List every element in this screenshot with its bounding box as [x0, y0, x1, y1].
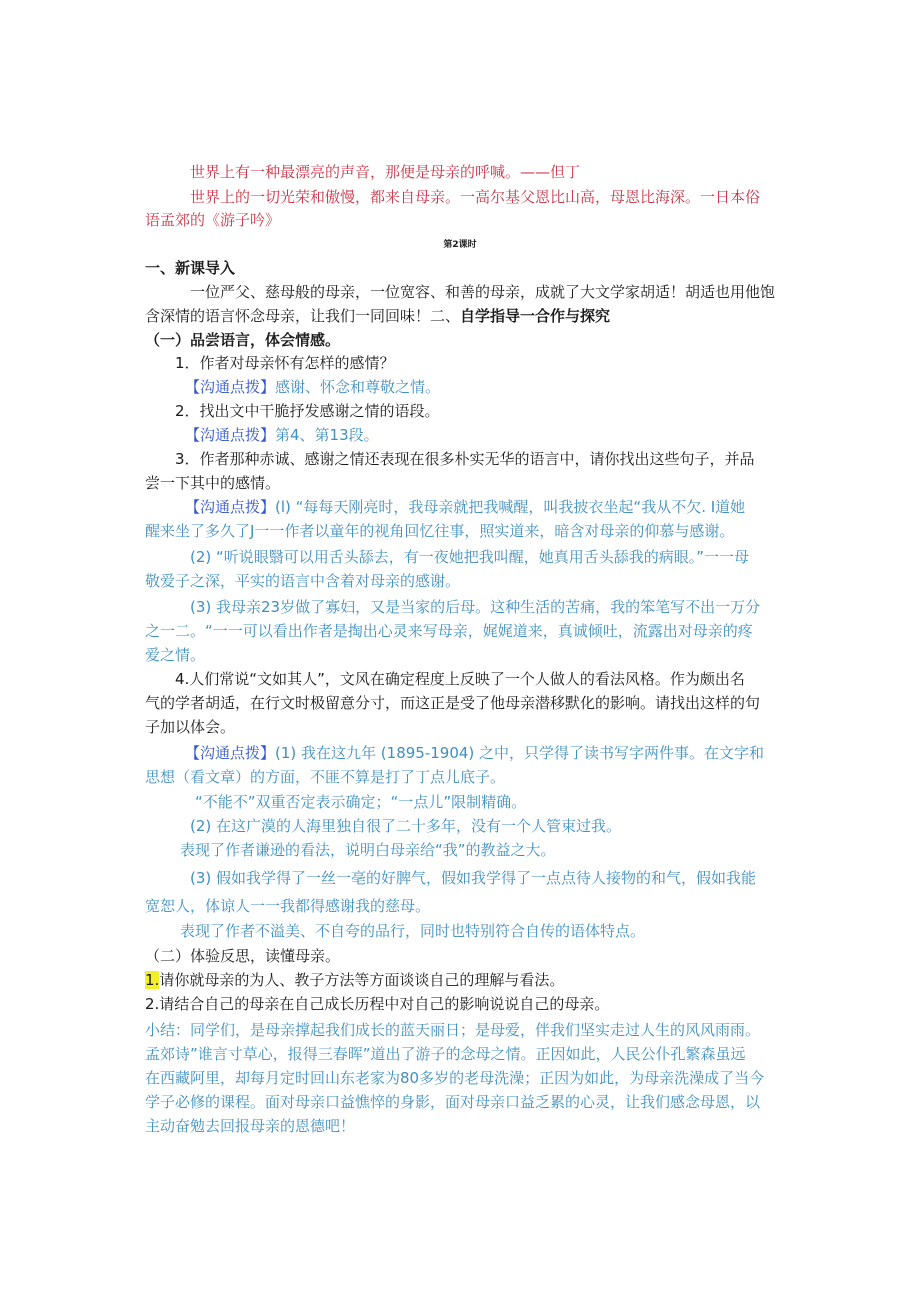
answer-1 — [185, 376, 440, 398]
answer-4-item-2b: 表现了作者谦逊的看法，说明白母亲给“我”的教益之大。 — [180, 841, 556, 859]
part2-title: （二）体验反思，读懂母亲。 — [145, 947, 341, 965]
intro-paragraph-line-1: 一位严父、慈母般的母亲，一位宽容、和善的母亲，成就了大文学家胡适！胡适也用他饱 — [190, 283, 776, 301]
answer-3-item-1b: 醒来坐了多久了J一一作者以童年的视角回忆往事，照实道来，暗含对母亲的仰慕与感谢。 — [145, 522, 735, 540]
answer-4-item-3b: 宽恕人，体谅人一一我都得感谢我的慈母。 — [145, 897, 431, 915]
answer-3-line-1 — [185, 496, 745, 518]
answer-4-item-1c: “不能不”双重否定表示确定；“一点儿”限制精确。 — [195, 793, 527, 811]
hint-tag: 【沟通点拨】 — [185, 426, 276, 444]
answer-2 — [185, 424, 379, 446]
answer-4-item-2a: (2) 在这广漠的人海里独自很了二十多年，没有一个人管束过我。 — [190, 817, 622, 835]
question-4-line-1: 4.人们常说“文如其人”，文风在确定程度上反映了一个人做人的看法风格。作为颇出名 — [175, 670, 745, 688]
question-3-line-2: 尝一下其中的感情。 — [145, 474, 281, 492]
self-study-heading: 自学指导一合作与探究 — [460, 307, 611, 325]
question-2: 2．找出文中干脆抒发感谢之情的语段。 — [175, 402, 440, 420]
answer-3-item-2a: (2) “听说眼翳可以用舌头舔去，有一夜她把我叫醒，她真用舌头舔我的病眼。”一一母 — [190, 548, 750, 566]
question-3-line-1: 3．作者那种赤诚、感谢之情还表现在很多朴实无华的语言中，请你找出这些句子，并品 — [175, 450, 755, 468]
part1-title: （一）品尝语言，体会情感。 — [145, 331, 341, 349]
hint-tag: 【沟通点拨】 — [185, 378, 276, 396]
answer-1-text: 感谢、怀念和尊敬之情。 — [275, 378, 441, 396]
answer-3-item-3b: 之一二。“一一可以看出作者是掏出心灵来写母亲，娓娓道来，真诚倾吐，流露出对母亲的疼 — [145, 622, 753, 640]
question-4-line-2: 气的学者胡适，在行文时极留意分寸，而这正是受了他母亲潜移默化的影响。请找出这样的句 — [145, 694, 761, 712]
summary-line-3: 在西藏阿里，却每月定时回山东老家为80多岁的老母洗澡；正因为如此，为母亲洗澡成了当今 — [145, 1069, 765, 1087]
question-4-line-3: 子加以体会。 — [145, 718, 236, 736]
lesson-heading: 第2课时 — [443, 240, 477, 250]
answer-4-item-3c: 表现了作者不溢美、不自夸的品行，同时也特别符合自传的语体特点。 — [180, 922, 646, 940]
answer-3-item-3a: (3) 我母亲23岁做了寡妇，又是当家的后母。这种生活的苦痛，我的笨笔写不出一万分 — [190, 598, 761, 616]
summary-line-5: 主动奋勉去回报母亲的恩德吧！ — [145, 1117, 356, 1135]
hint-tag: 【沟通点拨】 — [185, 744, 276, 762]
answer-4-item-1b: 思想（看文章）的方面，不匪不算是打了丁点儿底子。 — [145, 768, 506, 786]
question-1: 1．作者对母亲怀有怎样的感情？ — [175, 354, 395, 372]
summary-line-2: 孟郊诗”谁言寸草心，报得三春晖”道出了游子的念母之情。正因如此，人民公仆孔繁森虽远 — [145, 1045, 746, 1063]
section-title-intro: 一、新课导入 — [145, 259, 236, 277]
quote-line-3: 语孟郊的《游子吟》 — [145, 211, 281, 229]
hint-tag: 【沟通点拨】 — [185, 498, 276, 516]
part2-question-2: 2.请结合自己的母亲在自己成长历程中对自己的影响说说自己的母亲。 — [145, 995, 610, 1013]
quote-line-1: 世界上有一种最漂亮的声音，那便是母亲的呼喊。——但丁 — [190, 163, 581, 181]
highlighted-number: 1. — [145, 971, 160, 989]
part2-question-1 — [145, 969, 564, 991]
intro-paragraph-line-2 — [145, 305, 610, 327]
answer-3-item-2b: 敬爱子之深，平实的语言中含着对母亲的感谢。 — [145, 572, 461, 590]
quote-line-2: 世界上的一切光荣和傲慢，都来自母亲。一高尔基父恩比山高，母恩比海深。一日本俗 — [190, 188, 761, 206]
answer-4-line-1 — [185, 742, 764, 764]
answer-2-text: 第4、第13段。 — [275, 426, 379, 444]
intro-text: 含深情的语言怀念母亲，让我们一同回味！二、 — [145, 307, 461, 325]
part2-question-1-text: 请你就母亲的为人、教子方法等方面谈谈自己的理解与看法。 — [159, 971, 565, 989]
summary-line-4: 学子必修的课程。面对母亲口益憔悴的身影，面对母亲口益乏累的心灵，让我们感念母恩，以 — [145, 1093, 761, 1111]
summary-line-1: 小结：同学们，是母亲撑起我们成长的蓝天丽日；是母爱，伴我们坚实走过人生的风风雨雨。 — [145, 1021, 761, 1039]
answer-4-item-1a: (1) 我在这九年 (1895-1904) 之中，只学得了读书写字两件事。在文字和 — [275, 744, 765, 762]
answer-3-item-3c: 爱之情。 — [145, 646, 206, 664]
answer-3-item-1a: (l) “每每天刚亮时，我母亲就把我喊醒，叫我披衣坐起“我从不欠. I道她 — [275, 498, 746, 516]
answer-4-item-3a: (3) 假如我学得了一丝一亳的好脾气，假如我学得了一点点待人接物的和气，假如我能 — [190, 869, 757, 887]
